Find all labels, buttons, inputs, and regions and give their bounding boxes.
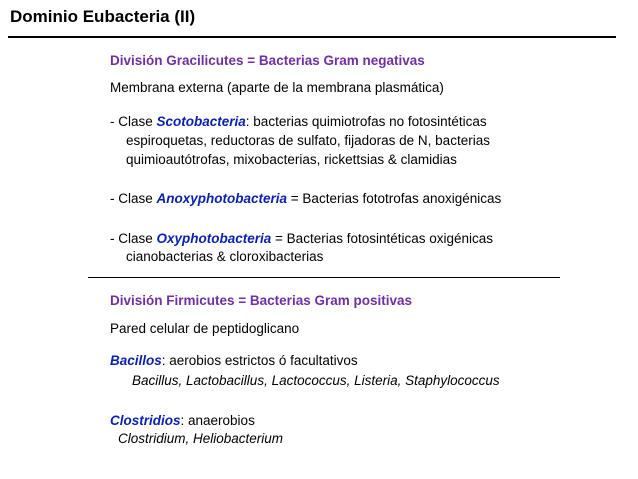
anoxyphotobacteria-name: Anoxyphotobacteria — [156, 191, 288, 206]
oxyphotobacteria-desc: = Bacterias fotosintéticas oxigénicas — [271, 231, 494, 246]
oxyphotobacteria-line — [110, 230, 493, 248]
clostridios-examples: Clostridium, Heliobacterium — [118, 431, 284, 446]
bacillos-examples: Bacillus, Lactobacillus, Lactococcus, Listeria, Staphylococcus — [132, 373, 500, 388]
scotobacteria-name: Scotobacteria — [156, 114, 246, 129]
firmicutes-heading: División Firmicutes = Bacterias Gram positivas — [110, 293, 412, 308]
oxyphotobacteria-name: Oxyphotobacteria — [156, 231, 272, 246]
scotobacteria-desc: : bacterias quimiotrofas no fotosintéticas — [245, 114, 487, 129]
section-divider — [88, 277, 560, 278]
gracilicutes-membrane: Membrana externa (aparte de la membrana plasmática) — [110, 80, 444, 95]
anoxyphotobacteria-line — [110, 190, 501, 208]
gracilicutes-heading: División Gracilicutes = Bacterias Gram negativas — [110, 53, 425, 68]
title-divider — [8, 36, 616, 38]
anoxyphotobacteria-prefix: - Clase — [110, 191, 157, 206]
firmicutes-wall: Pared celular de peptidoglicano — [110, 321, 300, 336]
oxyphotobacteria-line2: cianobacterias & cloroxibacterias — [126, 249, 324, 264]
anoxyphotobacteria-desc: = Bacterias fototrofas anoxigénicas — [287, 191, 502, 206]
clostridios-desc: : anaerobios — [180, 413, 255, 428]
oxyphotobacteria-prefix: - Clase — [110, 231, 157, 246]
slide-title: Dominio Eubacteria (II) — [10, 7, 196, 26]
clostridios-name: Clostridios — [110, 413, 181, 428]
scotobacteria-line3: quimioautótrofas, mixobacterias, rickettsias & clamidias — [126, 152, 457, 167]
scotobacteria-line2: espiroquetas, reductoras de sulfato, fijadoras de N, bacterias — [126, 133, 490, 148]
bacillos-name: Bacillos — [110, 353, 162, 368]
scotobacteria-prefix: - Clase — [110, 114, 157, 129]
clostridios-line — [110, 412, 255, 430]
scotobacteria-line — [110, 113, 487, 131]
bacillos-desc: : aerobios estrictos ó facultativos — [161, 353, 358, 368]
bacillos-line — [110, 352, 358, 370]
